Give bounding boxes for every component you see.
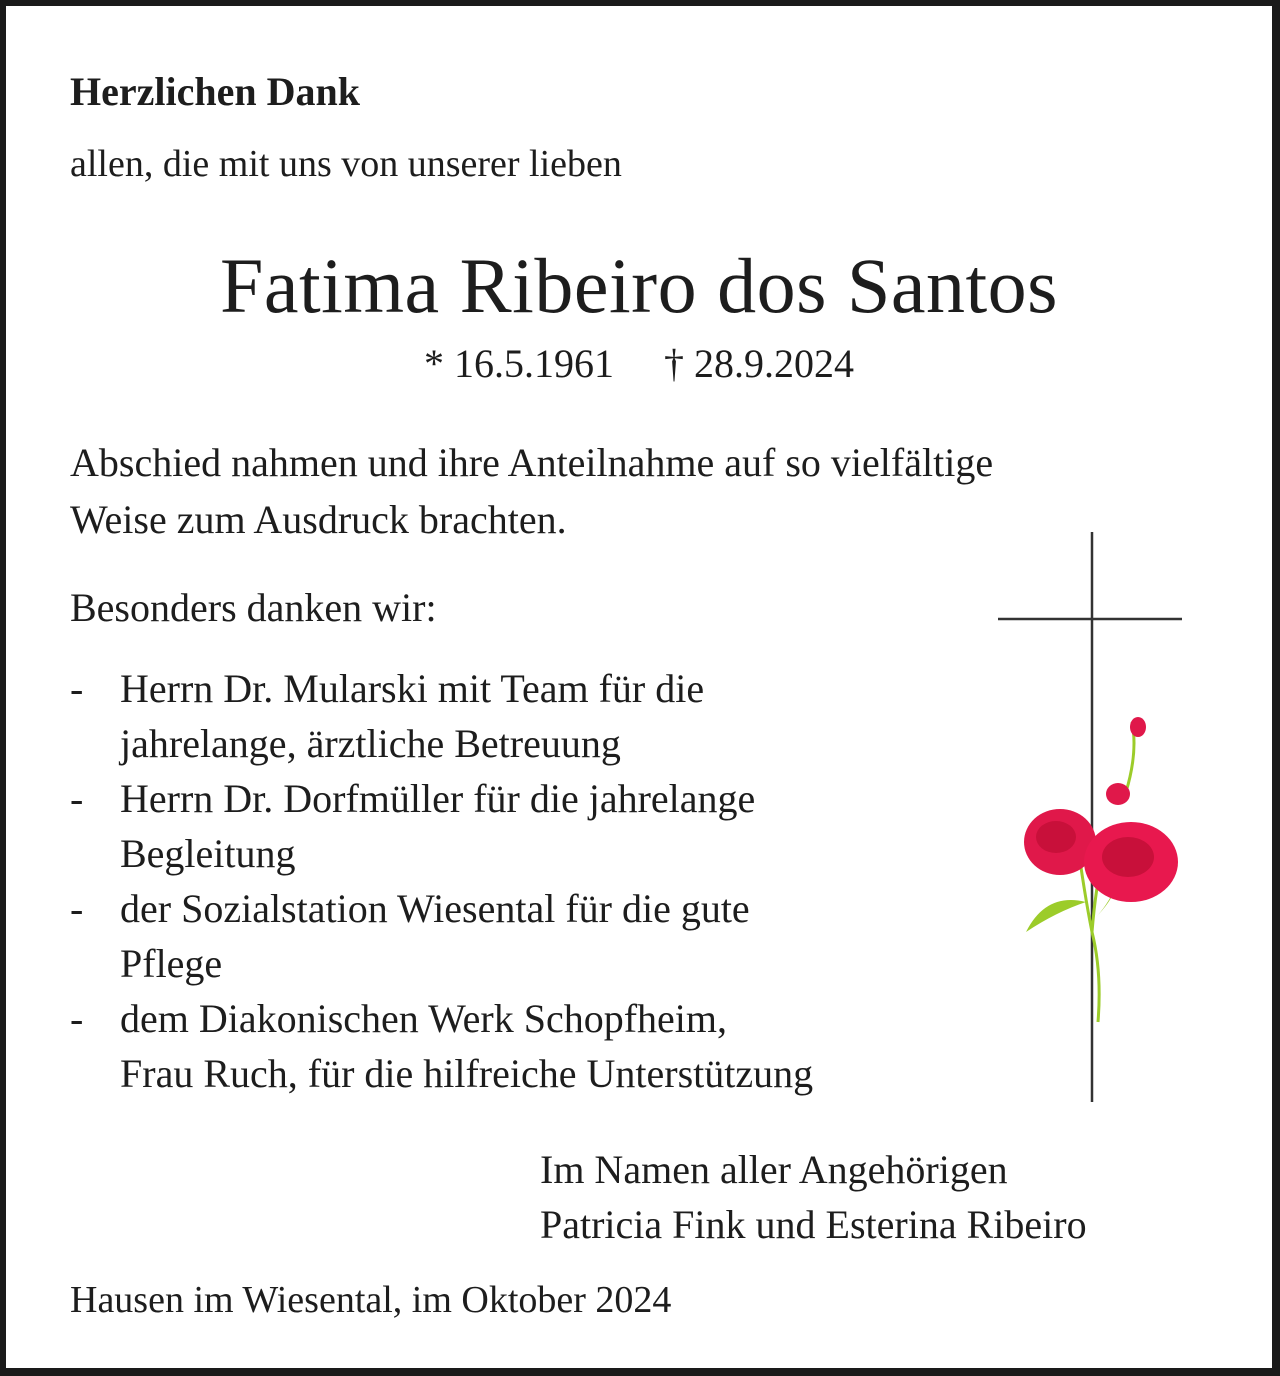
list-dash: - — [70, 776, 84, 821]
list-item — [70, 661, 813, 771]
list-item — [70, 771, 813, 881]
paragraph-line: Weise zum Ausdruck brachten. — [70, 497, 567, 542]
paragraph-line: Abschied nahmen und ihre Anteilnahme auf so vielfältige — [70, 440, 994, 485]
list-item-line: der Sozialstation Wiesental für die gute — [120, 886, 750, 931]
birth-date: * 16.5.1961 — [424, 341, 614, 386]
signature-line: Im Namen aller Angehörigen — [540, 1147, 1008, 1192]
place-date: Hausen im Wiesental, im Oktober 2024 — [70, 1279, 672, 1321]
intro-text: allen, die mit uns von unserer lieben — [70, 143, 622, 185]
list-item — [70, 881, 813, 991]
list-item-line: Begleitung — [120, 831, 296, 876]
obituary-card — [6, 6, 1272, 1368]
cross-with-roses-icon — [996, 532, 1186, 1107]
thanks-list — [70, 661, 813, 1101]
heading: Herzlichen Dank — [70, 69, 360, 114]
thanks-label: Besonders danken wir: — [70, 585, 437, 630]
life-dates — [6, 340, 1272, 387]
list-item-line: Pflege — [120, 941, 223, 986]
farewell-paragraph — [70, 434, 993, 548]
list-item-line: Frau Ruch, für die hilfreiche Unterstützung — [120, 1051, 814, 1096]
list-item-line: Herrn Dr. Dorfmüller für die jahrelange — [120, 776, 756, 821]
list-item-line: dem Diakonischen Werk Schopfheim, — [120, 996, 728, 1041]
list-dash: - — [70, 886, 84, 931]
death-date: † 28.9.2024 — [664, 341, 854, 386]
list-dash: - — [70, 666, 84, 711]
list-item-line: Herrn Dr. Mularski mit Team für die — [120, 666, 705, 711]
deceased-name: Fatima Ribeiro dos Santos — [220, 242, 1058, 329]
list-item-line: jahrelange, ärztliche Betreuung — [120, 721, 621, 766]
list-dash: - — [70, 996, 84, 1041]
signature-names: Patricia Fink und Esterina Ribeiro — [540, 1202, 1087, 1247]
signature — [540, 1142, 1087, 1252]
list-item — [70, 991, 813, 1101]
